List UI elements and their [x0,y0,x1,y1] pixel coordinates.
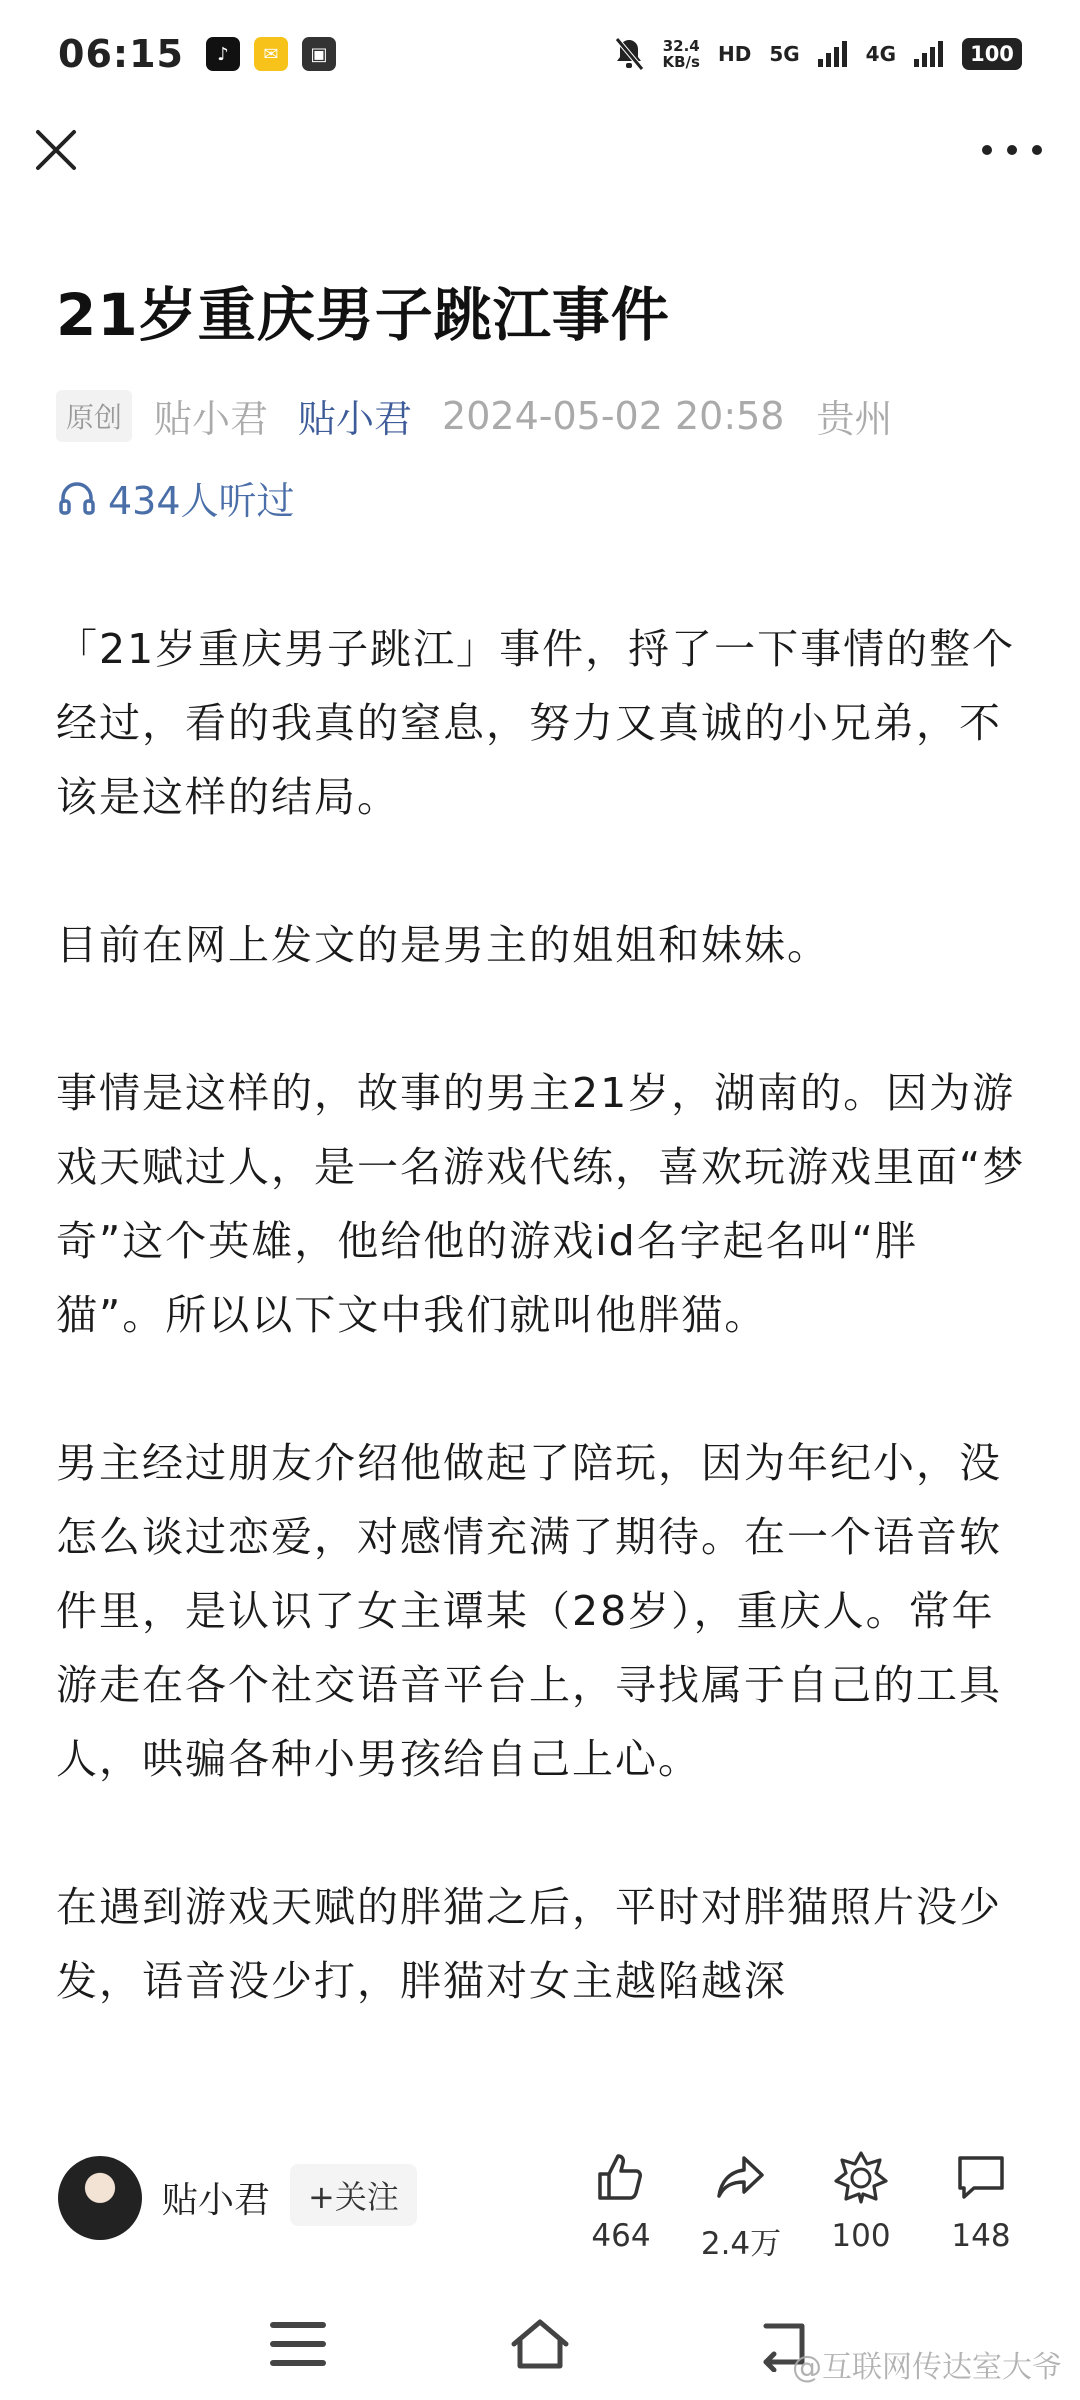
paragraph: 「21岁重庆男子跳江」事件，捋了一下事情的整个经过，看的我真的窒息，努力又真诚的小兄弟，不该是这样的结局。 [56,625,1016,821]
publish-date: 2024-05-02 20:58 [442,393,785,438]
reward-button[interactable] [806,2150,916,2254]
paragraph: 目前在网上发文的是男主的姐姐和妹妹。 [56,921,830,969]
close-button[interactable] [32,126,80,174]
close-icon [32,126,80,174]
watermark: @互联网传达室大爷 [792,2350,1062,2385]
reward-count: 100 [831,2218,891,2254]
system-nav-bar [0,2300,1080,2400]
status-bar [0,0,1080,108]
more-dot-icon [1032,145,1042,155]
reward-star-icon [834,2150,888,2204]
menu-line-icon [270,2341,326,2347]
share-button[interactable] [686,2150,796,2263]
signal-5g: 5G [769,42,800,66]
top-bar [0,110,1080,190]
mail-icon: ✉ [254,37,288,71]
like-count: 464 [591,2218,651,2254]
hd-indicator: HD [717,42,752,66]
article-meta [56,388,893,443]
like-button[interactable] [566,2150,676,2254]
share-count: 2.4万 [700,2226,782,2262]
comment-bubble-icon [954,2150,1008,2204]
original-badge: 原创 [56,390,132,442]
more-dot-icon [1007,145,1017,155]
mute-bell-icon [613,37,645,71]
share-arrow-icon [714,2150,768,2204]
article-body [56,612,1026,2115]
menu-line-icon [270,2360,326,2366]
publish-location: 贵州 [816,397,893,441]
recent-apps-button[interactable] [270,2322,326,2366]
paragraph: 在遇到游戏天赋的胖猫之后，平时对胖猫照片没少发，语音没少打，胖猫对女主越陷越深 [56,1883,1002,2005]
battery-indicator: 100 [962,38,1022,70]
signal-bars-icon [818,41,848,67]
inbox-icon: ▣ [302,37,336,71]
thumbs-up-icon [594,2150,648,2204]
author-name: 贴小君 [154,397,269,441]
more-dot-icon [982,145,992,155]
article-title: 21岁重庆男子跳江事件 [56,281,670,349]
status-indicators [613,37,1023,71]
comment-count: 148 [951,2218,1011,2254]
author-link[interactable]: 贴小君 [298,397,413,441]
paragraph: 事情是这样的，故事的男主21岁，湖南的。因为游戏天赋过人，是一名游戏代练，喜欢玩游戏里面“梦奇”这个英雄，他给他的游戏id名字起名叫“胖猫”。所以以下文中我们就叫他胖猫。 [56,1069,1026,1339]
listen-count[interactable] [58,470,295,525]
tiktok-icon: ♪ [206,37,240,71]
network-speed: 32.4 KB/s [662,37,700,71]
follow-button[interactable]: +关注 [290,2164,417,2226]
menu-line-icon [270,2322,326,2328]
signal-4g: 4G [865,42,896,66]
listen-count-label: 434人听过 [108,479,295,523]
paragraph: 男主经过朋友介绍他做起了陪玩，因为年纪小，没怎么谈过恋爱，对感情充满了期待。在一个语音软件里，是认识了女主谭某（28岁），重庆人。常年游走在各个社交语音平台上，寻找属于自己的工具人，哄骗各种小男孩给自己上心。 [56,1439,1002,1783]
headphones-icon [58,479,96,517]
signal-bars-icon-2 [914,41,944,67]
notification-icons [206,37,336,71]
author-avatar[interactable] [58,2156,142,2240]
bottom-author-name[interactable]: 贴小君 [162,2180,271,2221]
status-time: 06:15 [58,32,184,76]
more-button[interactable] [982,128,1042,172]
comment-button[interactable] [926,2150,1036,2254]
bottom-action-bar [0,2116,1080,2300]
home-icon[interactable] [508,2316,572,2372]
